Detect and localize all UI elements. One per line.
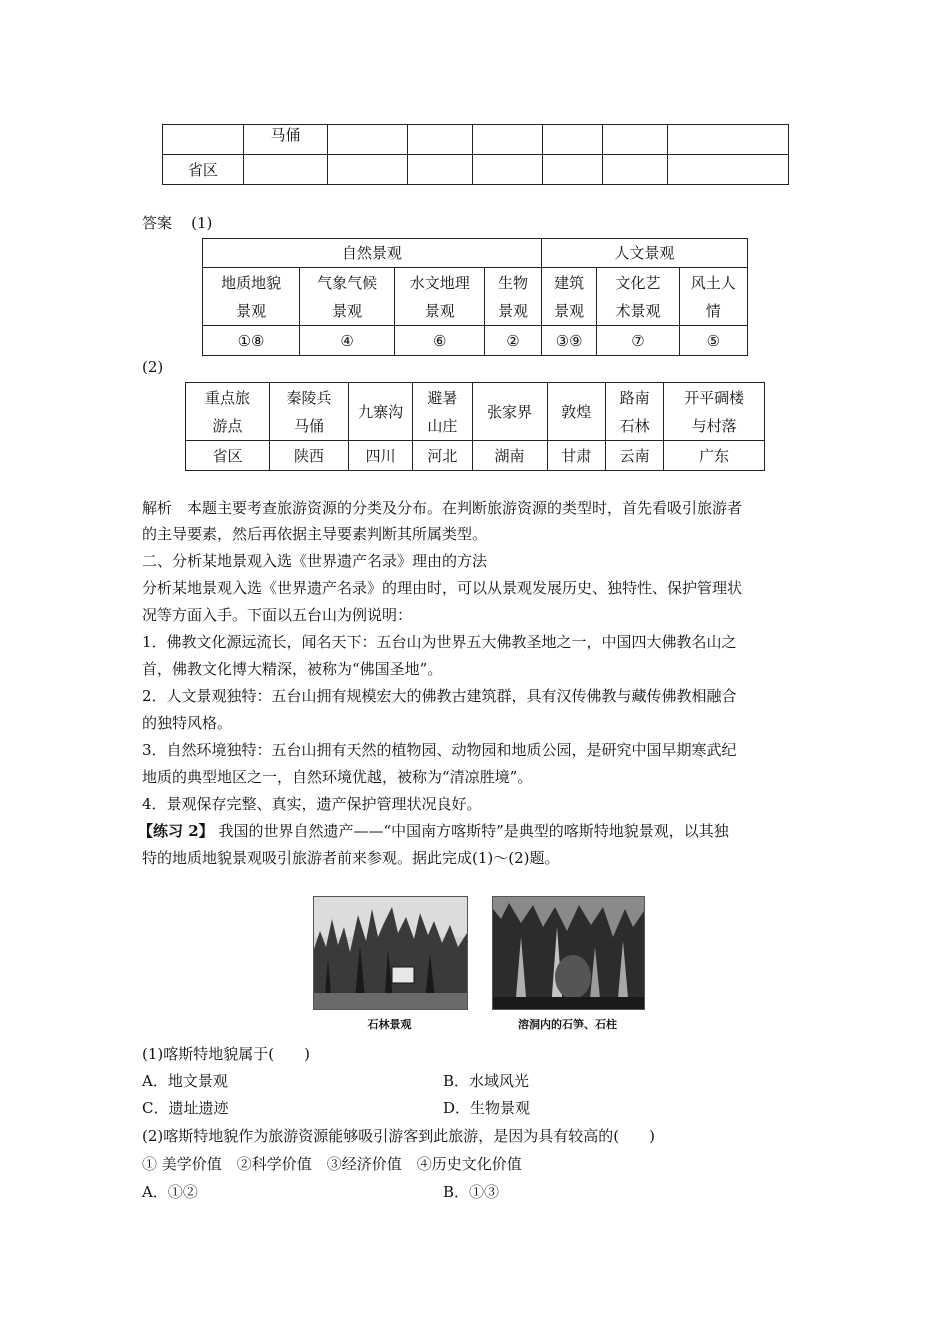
province-cell: 四川 — [348, 441, 412, 471]
cave-photo — [492, 896, 645, 1010]
header-cell: 重点旅 游点 — [186, 383, 270, 441]
stone-forest-image — [314, 897, 467, 1009]
category-cell: 风土人 情 — [679, 268, 747, 326]
province-row — [186, 441, 765, 471]
paragraph-line: 首，佛教文化博大精深，被称为“佛国圣地”。 — [142, 660, 443, 678]
analysis-line: 解析 本题主要考查旅游资源的分类及分布。在判断旅游资源的类型时，首先看吸引旅游者 — [142, 499, 743, 517]
province-cell: 云南 — [605, 441, 663, 471]
paragraph-line: 分析某地景观入选《世界遗产名录》的理由时，可以从景观发展历史、独特性、保护管理状 — [142, 579, 743, 597]
province-cell: 湖南 — [472, 441, 547, 471]
option-b: B．①③ — [443, 1183, 500, 1201]
analysis-line: 的主导要素，然后再依据主导要素判断其所属类型。 — [142, 525, 488, 543]
category-cell: 气象气候 景观 — [300, 268, 395, 326]
top-table — [162, 124, 789, 185]
category-cell: 生物 景观 — [485, 268, 542, 326]
human-landscape-header: 人文景观 — [541, 239, 747, 268]
paragraph-line: 2．人文景观独特：五台山拥有规模宏大的佛教古建筑群，具有汉传佛教与藏传佛教相融合 — [142, 687, 737, 705]
province-cell: 河北 — [413, 441, 472, 471]
question-2-items: ① 美学价值 ②科学价值 ③经济价值 ④历史文化价值 — [142, 1155, 522, 1173]
header-cell: 张家界 — [472, 383, 547, 441]
photo-caption: 石林景观 — [367, 1018, 412, 1031]
paragraph-line: 1．佛教文化源远流长，闻名天下：五台山为世界五大佛教圣地之一，中国四大佛教名山之 — [142, 633, 737, 651]
option-d: D．生物景观 — [443, 1099, 531, 1117]
cave-image — [493, 897, 644, 1009]
category-cell: 地质地貌 景观 — [203, 268, 300, 326]
category-row — [203, 268, 748, 326]
header-cell: 秦陵兵 马俑 — [269, 383, 348, 441]
answer-row — [203, 326, 748, 356]
paragraph-line: 地质的典型地区之一，自然环境优越，被称为“清凉胜境”。 — [142, 768, 533, 786]
header-cell: 路南 石林 — [605, 383, 663, 441]
category-cell: 建筑 景观 — [541, 268, 597, 326]
destination-row — [186, 383, 765, 441]
exercise-line: 特的地质地貌景观吸引旅游者前来参观。据此完成(1)～(2)题。 — [142, 849, 560, 867]
option-c: C．遗址遗迹 — [142, 1099, 229, 1117]
paragraph-line: 况等方面入手。下面以五台山为例说明： — [142, 606, 413, 624]
exercise-line: 【练习 2】 我国的世界自然遗产——“中国南方喀斯特”是典型的喀斯特地貌景观，以其独 — [138, 822, 729, 840]
natural-landscape-header: 自然景观 — [203, 239, 542, 268]
option-a: A．①② — [142, 1183, 198, 1201]
answer-table-2 — [185, 382, 765, 471]
answer-cell: ③⑨ — [541, 326, 597, 356]
table-cell: 省区 — [163, 155, 244, 185]
category-cell: 水文地理 景观 — [395, 268, 485, 326]
paragraph-line: 的独特风格。 — [142, 714, 233, 732]
exercise-tag: 【练习 2】 — [138, 822, 214, 840]
paragraph-line: 4．景观保存完整、真实，遗产保护管理状况良好。 — [142, 795, 482, 813]
table-cell: 马俑 — [243, 125, 328, 155]
option-b: B．水域风光 — [443, 1072, 530, 1090]
answer-cell: ④ — [300, 326, 395, 356]
section-title: 二、分析某地景观入选《世界遗产名录》理由的方法 — [142, 552, 488, 570]
answer-cell: ② — [485, 326, 542, 356]
answer-cell: ⑥ — [395, 326, 485, 356]
answer-part-2-label: (2) — [142, 358, 164, 376]
photo-caption: 溶洞内的石笋、石柱 — [518, 1018, 617, 1031]
answer-label: 答案 (1) — [142, 214, 213, 232]
province-cell: 广东 — [664, 441, 765, 471]
option-a: A．地文景观 — [142, 1072, 228, 1090]
question-2: (2)喀斯特地貌作为旅游资源能够吸引游客到此旅游，是因为具有较高的( ) — [142, 1127, 655, 1145]
answer-table-1 — [202, 238, 748, 356]
header-cell: 九寨沟 — [348, 383, 412, 441]
province-cell: 甘肃 — [547, 441, 605, 471]
paragraph-line: 3．自然环境独特：五台山拥有天然的植物园、动物园和地质公园，是研究中国早期寒武纪 — [142, 741, 737, 759]
province-cell: 省区 — [186, 441, 270, 471]
answer-cell: ⑦ — [597, 326, 679, 356]
category-cell: 文化艺 术景观 — [597, 268, 679, 326]
header-cell: 敦煌 — [547, 383, 605, 441]
header-cell: 避暑 山庄 — [413, 383, 472, 441]
question-1: (1)喀斯特地貌属于( ) — [142, 1045, 310, 1063]
stone-forest-photo — [313, 896, 468, 1010]
answer-cell: ①⑧ — [203, 326, 300, 356]
answer-cell: ⑤ — [679, 326, 747, 356]
province-cell: 陕西 — [269, 441, 348, 471]
header-cell: 开平碉楼 与村落 — [664, 383, 765, 441]
